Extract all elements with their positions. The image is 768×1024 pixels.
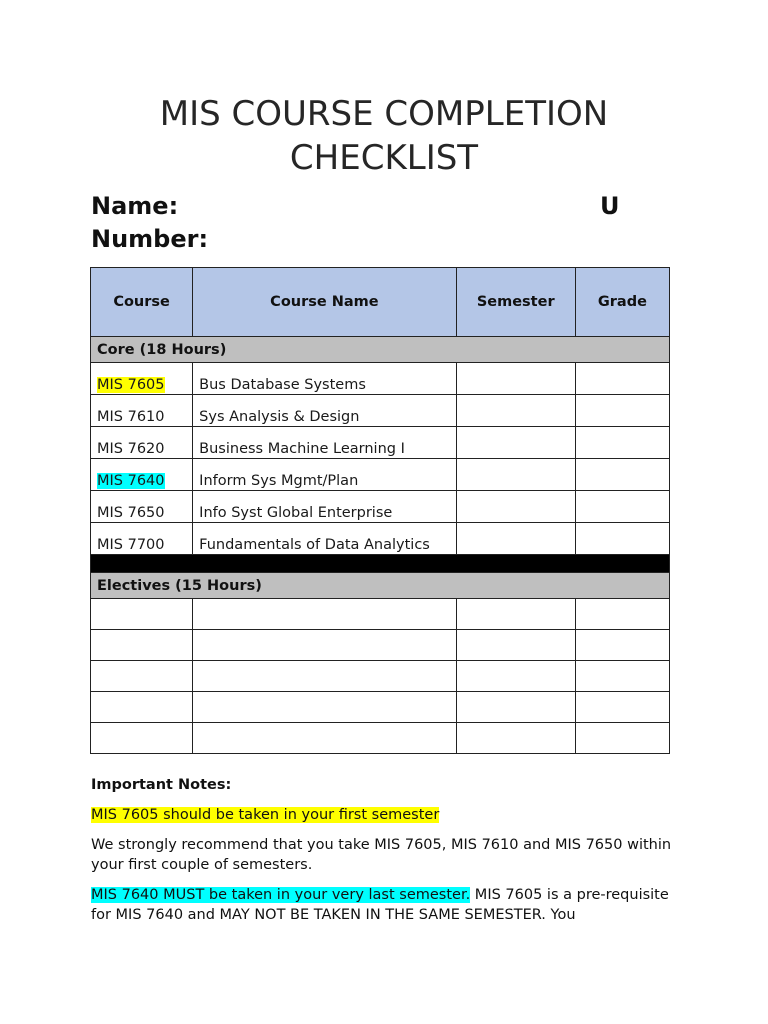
header-course-name: Course Name (193, 268, 456, 337)
name-label: Name: (91, 192, 179, 220)
course-name: Fundamentals of Data Analytics (193, 523, 456, 555)
semester-cell[interactable] (456, 395, 575, 427)
header-course: Course (91, 268, 193, 337)
course-code: MIS 7620 (91, 427, 193, 459)
note-first-semester (91, 805, 681, 825)
semester-cell[interactable] (456, 459, 575, 491)
note-last-semester-rest: MIS 7605 is a pre-requisite for MIS 7640 and MAY NOT BE TAKEN IN THE SAME SEMESTER. You (91, 887, 669, 923)
course-code: MIS 7640 (97, 473, 165, 489)
course-code: MIS 7700 (91, 523, 193, 555)
table-row (91, 661, 670, 692)
course-checklist-table (90, 267, 670, 754)
important-notes (91, 775, 681, 935)
table-header-row (91, 268, 670, 337)
table-row (91, 630, 670, 661)
grade-cell[interactable] (575, 599, 669, 630)
elective-name-cell[interactable] (193, 599, 456, 630)
course-code: MIS 7610 (91, 395, 193, 427)
section-divider (91, 555, 670, 573)
notes-heading: Important Notes: (91, 777, 232, 793)
page-title-line1: MIS COURSE COMPLETION (159, 94, 609, 134)
table-row (91, 395, 670, 427)
semester-cell[interactable] (456, 692, 575, 723)
electives-section-label: Electives (15 Hours) (91, 573, 670, 599)
table-row (91, 459, 670, 491)
semester-cell[interactable] (456, 523, 575, 555)
course-name: Bus Database Systems (193, 363, 456, 395)
course-code: MIS 7605 (97, 377, 165, 393)
semester-cell[interactable] (456, 599, 575, 630)
page-title (0, 92, 768, 180)
elective-name-cell[interactable] (193, 723, 456, 754)
header-grade: Grade (575, 268, 669, 337)
elective-course-cell[interactable] (91, 661, 193, 692)
semester-cell[interactable] (456, 363, 575, 395)
note-recommendation: We strongly recommend that you take MIS 7605, MIS 7610 and MIS 7650 within your first couple of semesters. (91, 837, 672, 873)
elective-course-cell[interactable] (91, 692, 193, 723)
grade-cell[interactable] (575, 363, 669, 395)
note-last-semester-highlight: MIS 7640 MUST be taken in your very last semester. (91, 887, 471, 903)
semester-cell[interactable] (456, 630, 575, 661)
elective-course-cell[interactable] (91, 599, 193, 630)
electives-section-row (91, 573, 670, 599)
header-semester: Semester (456, 268, 575, 337)
grade-cell[interactable] (575, 692, 669, 723)
elective-name-cell[interactable] (193, 661, 456, 692)
grade-cell[interactable] (575, 723, 669, 754)
course-name: Info Syst Global Enterprise (193, 491, 456, 523)
table-row (91, 491, 670, 523)
course-name: Business Machine Learning I (193, 427, 456, 459)
table-row (91, 523, 670, 555)
table-row (91, 427, 670, 459)
note-first-semester-text: MIS 7605 should be taken in your first semester (91, 807, 440, 823)
student-info (91, 190, 671, 256)
semester-cell[interactable] (456, 491, 575, 523)
course-code-cell (91, 459, 193, 491)
table-row (91, 363, 670, 395)
semester-cell[interactable] (456, 723, 575, 754)
course-code: MIS 7650 (91, 491, 193, 523)
page-title-line2: CHECKLIST (289, 138, 479, 178)
semester-cell[interactable] (456, 427, 575, 459)
grade-cell[interactable] (575, 661, 669, 692)
grade-cell[interactable] (575, 523, 669, 555)
course-name: Sys Analysis & Design (193, 395, 456, 427)
course-code-cell (91, 363, 193, 395)
elective-name-cell[interactable] (193, 630, 456, 661)
table-row (91, 599, 670, 630)
number-label: Number: (91, 225, 209, 253)
course-name: Inform Sys Mgmt/Plan (193, 459, 456, 491)
grade-cell[interactable] (575, 459, 669, 491)
semester-cell[interactable] (456, 661, 575, 692)
core-section-label: Core (18 Hours) (91, 337, 670, 363)
table-row (91, 723, 670, 754)
elective-name-cell[interactable] (193, 692, 456, 723)
table-row (91, 692, 670, 723)
grade-cell[interactable] (575, 427, 669, 459)
grade-cell[interactable] (575, 491, 669, 523)
elective-course-cell[interactable] (91, 723, 193, 754)
note-last-semester (91, 885, 681, 925)
divider-bar (91, 555, 670, 573)
u-label: U (600, 192, 620, 220)
grade-cell[interactable] (575, 395, 669, 427)
elective-course-cell[interactable] (91, 630, 193, 661)
grade-cell[interactable] (575, 630, 669, 661)
core-section-row (91, 337, 670, 363)
